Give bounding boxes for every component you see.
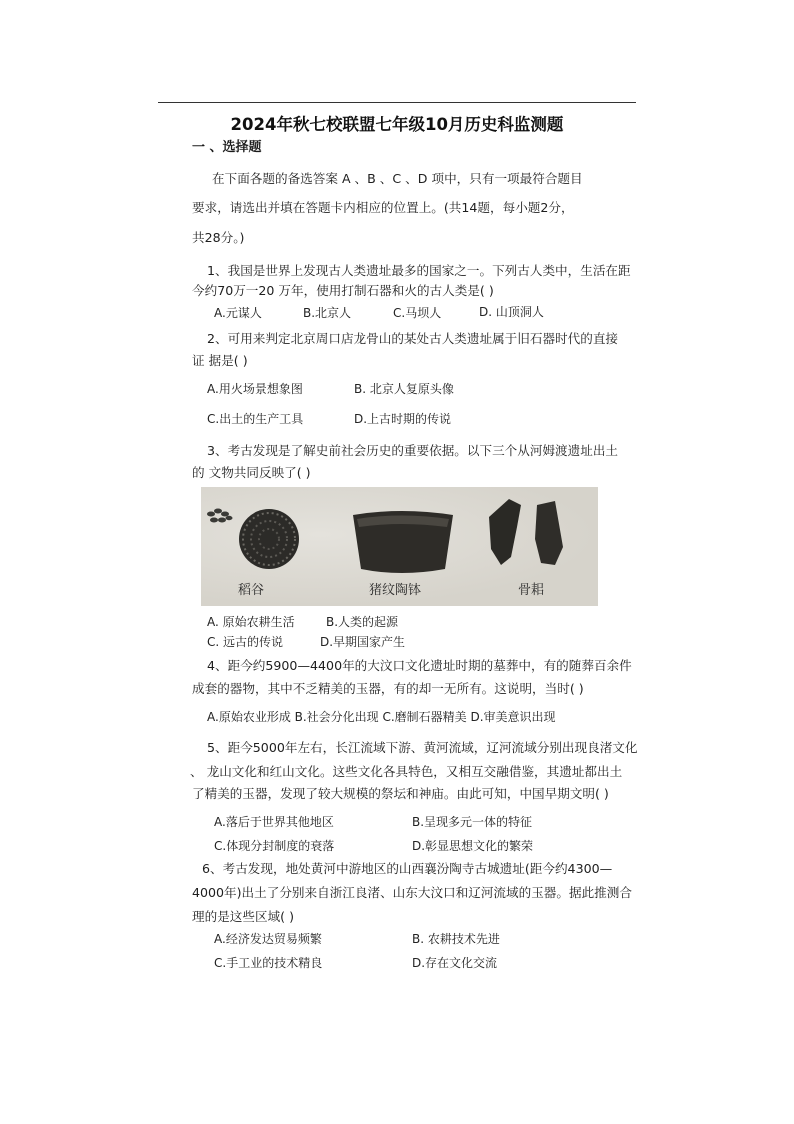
question-4-line: 4、距今约5900—4400年的大汶口文化遗址时期的墓葬中，有的随葬百余件 bbox=[207, 658, 632, 673]
question-3-option-a[interactable]: A. 原始农耕生活 bbox=[207, 615, 295, 629]
question-2-option-c[interactable]: C.出土的生产工具 bbox=[207, 412, 304, 426]
intro-line: 在下面各题的备选答案 A 、B 、C 、D 项中，只有一项最符合题目 bbox=[212, 171, 583, 186]
question-1-option-c[interactable]: C.马坝人 bbox=[393, 306, 442, 320]
question-5-line: 了精美的玉器，发现了较大规模的祭坛和神庙。由此可知，中国早期文明( ) bbox=[192, 786, 609, 801]
question-3-option-b[interactable]: B.人类的起源 bbox=[326, 615, 399, 629]
question-1-line: 1、我国是世界上发现古人类遗址最多的国家之一。下列古人类中，生活在距 bbox=[207, 263, 631, 278]
question-4-options[interactable]: A.原始农业形成 B.社会分化出现 C.磨制石器精美 D.审美意识出现 bbox=[207, 710, 556, 724]
question-6-line: 6、考古发现，地处黄河中游地区的山西襄汾陶寺古城遗址(距今约4300— bbox=[202, 861, 613, 876]
question-5-option-c[interactable]: C.体现分封制度的衰落 bbox=[214, 839, 335, 853]
question-2-line: 2、可用来判定北京周口店龙骨山的某处古人类遗址属于旧石器时代的直接 bbox=[207, 331, 619, 346]
question-5-option-b[interactable]: B.呈现多元一体的特征 bbox=[412, 815, 533, 829]
question-1-line: 今约70万一20 万年，使用打制石器和火的古人类是( ) bbox=[192, 283, 494, 298]
question-6-line: 4000年)出土了分别来自浙江良渚、山东大汶口和辽河流域的玉器。据此推测合 bbox=[192, 885, 632, 900]
artifact-label-bowl: 猪纹陶钵 bbox=[369, 583, 422, 598]
section-heading: 一 、选择题 bbox=[192, 140, 262, 155]
question-6-option-c[interactable]: C.手工业的技术精良 bbox=[214, 956, 323, 970]
artifact-photo bbox=[201, 487, 598, 606]
question-5-option-d[interactable]: D.彰显思想文化的繁荣 bbox=[412, 839, 534, 853]
question-3-option-c[interactable]: C. 远古的传说 bbox=[207, 635, 284, 649]
question-5-option-a[interactable]: A.落后于世界其他地区 bbox=[214, 815, 334, 829]
question-5-line: 、 龙山文化和红山文化。这些文化各具特色，又相互交融借鉴，其遗址都出土 bbox=[190, 764, 623, 779]
question-3-line: 3、考古发现是了解史前社会历史的重要依据。以下三个从河姆渡遗址出土 bbox=[207, 443, 619, 458]
question-5-line: 5、距今5000年左右，长江流域下游、黄河流域，辽河流域分别出现良渚文化 bbox=[207, 740, 638, 755]
question-6-line: 理的是这些区域( ) bbox=[192, 909, 294, 924]
question-2-option-a[interactable]: A.用火场景想象图 bbox=[207, 382, 303, 396]
question-4-line: 成套的器物，其中不乏精美的玉器，有的却一无所有。这说明，当时( ) bbox=[192, 681, 584, 696]
question-1-option-a[interactable]: A.元谋人 bbox=[214, 306, 262, 320]
question-6-option-a[interactable]: A.经济发达贸易频繁 bbox=[214, 932, 322, 946]
rice-grain-icon bbox=[207, 509, 233, 523]
artifact-label-spade: 骨耜 bbox=[518, 583, 545, 598]
intro-line: 共28分。) bbox=[192, 230, 245, 245]
question-2-option-b[interactable]: B. 北京人复原头像 bbox=[354, 382, 454, 396]
artifact-label-rice: 稻谷 bbox=[238, 583, 265, 598]
question-3-option-d[interactable]: D.早期国家产生 bbox=[320, 635, 406, 649]
question-6-option-b[interactable]: B. 农耕技术先进 bbox=[412, 932, 500, 946]
page-title: 2024年秋七校联盟七年级10月历史科监测题 bbox=[230, 115, 564, 134]
question-2-line: 证 据是( ) bbox=[192, 353, 248, 368]
header-rule bbox=[158, 102, 636, 103]
question-2-option-d[interactable]: D.上古时期的传说 bbox=[354, 412, 452, 426]
question-1-option-d[interactable]: D. 山顶洞人 bbox=[479, 305, 544, 319]
intro-line: 要求，请选出并填在答题卡内相应的位置上。(共14题，每小题2分， bbox=[192, 200, 574, 215]
question-6-option-d[interactable]: D.存在文化交流 bbox=[412, 956, 498, 970]
question-3-line: 的 文物共同反映了( ) bbox=[192, 465, 311, 480]
question-1-option-b[interactable]: B.北京人 bbox=[303, 306, 352, 320]
